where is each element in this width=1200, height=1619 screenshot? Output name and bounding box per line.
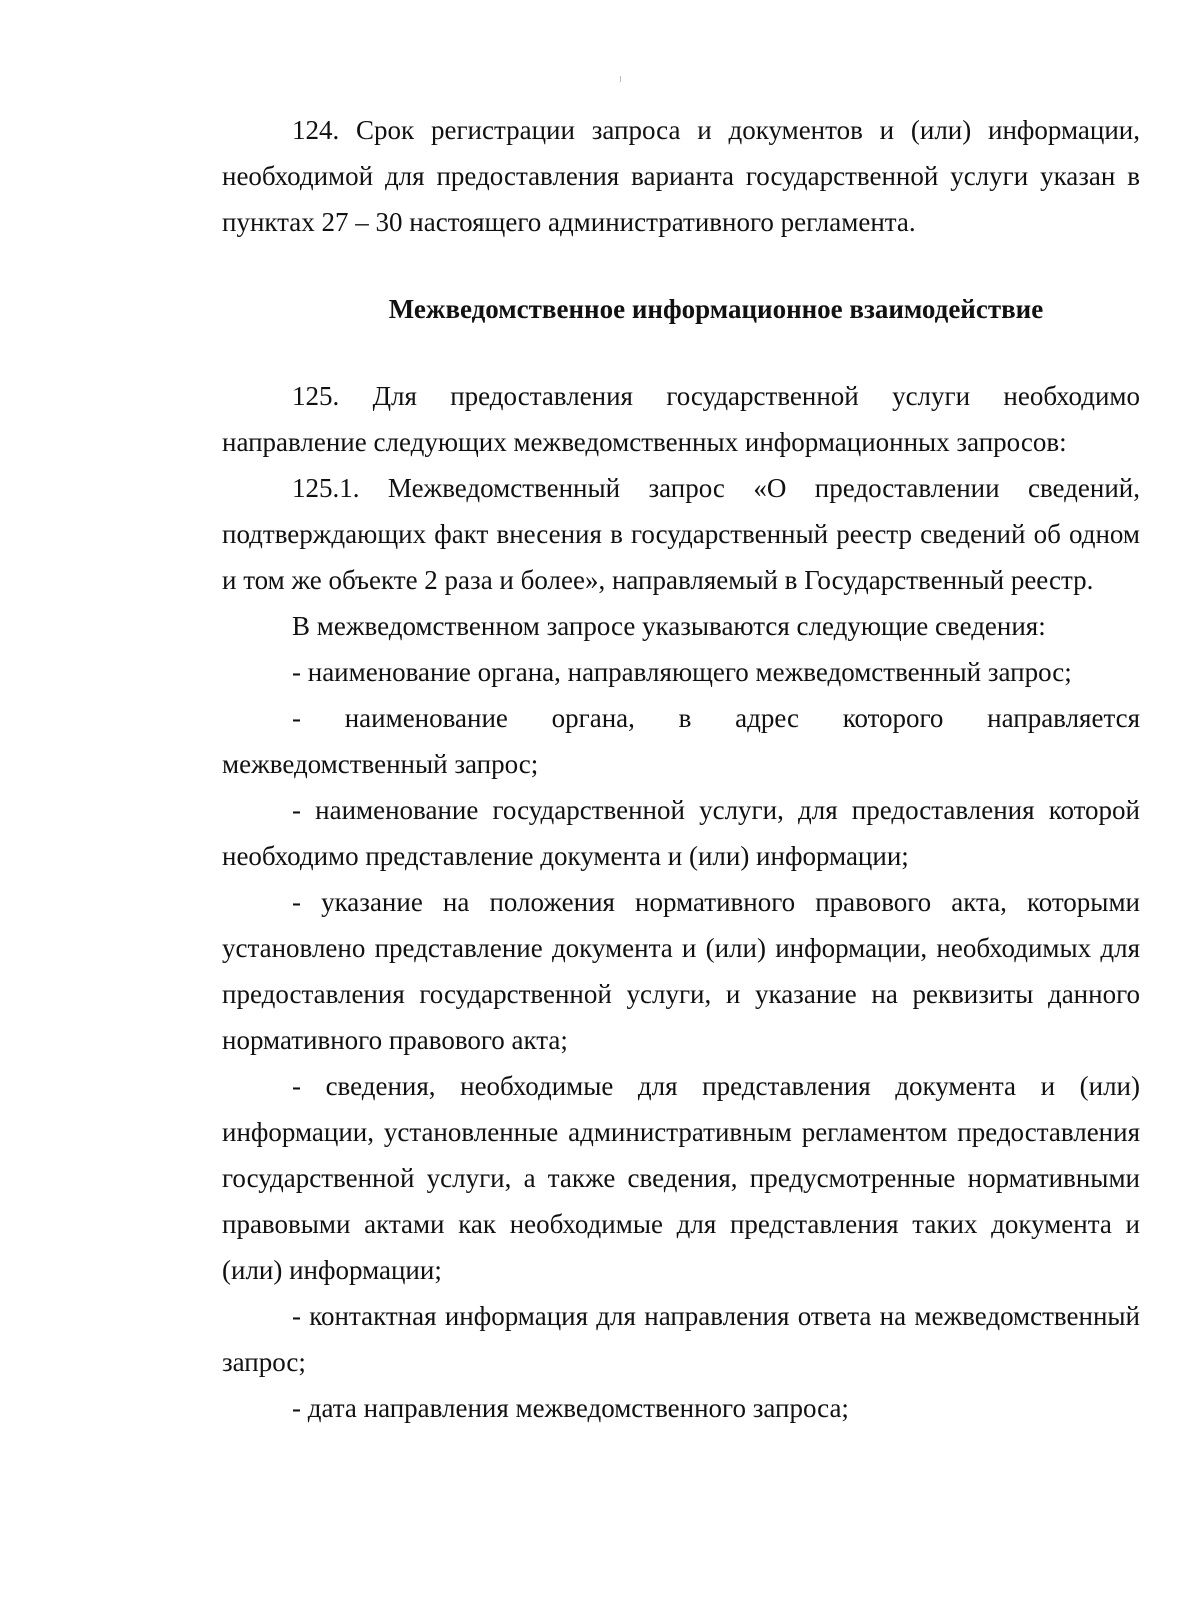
section-heading: Межведомственное информационное взаимодействие [388, 294, 1044, 324]
paragraph-request-intro: В межведомственном запросе указываются следующие сведения: [292, 611, 1046, 641]
list-item-service-name: - наименование государственной услуги, для предоставления которой необходимо представление документа и (или) информации; [222, 795, 1140, 871]
list-item-request-date: - дата направления межведомственного запроса; [292, 1393, 849, 1423]
list-item-contact-info: - контактная информация для направления ответа на межведомственный запрос; [222, 1301, 1140, 1377]
scan-mark [620, 76, 621, 82]
paragraph-125-1: 125.1. Межведомственный запрос «О предоставлении сведений, подтверждающих факт внесения в государственный реестр сведений об одном и том же объекте 2 раза и более», направляемый в Государственный реестр. [222, 473, 1140, 595]
list-item-sender-authority: - наименование органа, направляющего межведомственный запрос; [292, 657, 1072, 687]
document-body [222, 107, 1140, 1431]
paragraph-124: 124. Срок регистрации запроса и документов и (или) информации, необходимой для предоставления варианта государственной услуги указан в пунктах 27 – 30 настоящего административного регламента. [222, 115, 1140, 237]
list-item-legal-act: - указание на положения нормативного правового акта, которыми установлено представление документа и (или) информации, необходимых для предоставления государственной услуги, и указание на реквизиты данного нормативного правового акта; [222, 887, 1140, 1055]
list-item-recipient-authority: - наименование органа, в адрес которого направляется межведомственный запрос; [222, 703, 1140, 779]
list-item-required-info: - сведения, необходимые для представления документа и (или) информации, установленные административным регламентом предоставления государственной услуги, а также сведения, предусмотренные нормативными правовыми актами как необходимые для представления таких документа и (или) информации; [222, 1071, 1140, 1285]
paragraph-125: 125. Для предоставления государственной услуги необходимо направление следующих межведомственных информационных запросов: [222, 381, 1140, 457]
